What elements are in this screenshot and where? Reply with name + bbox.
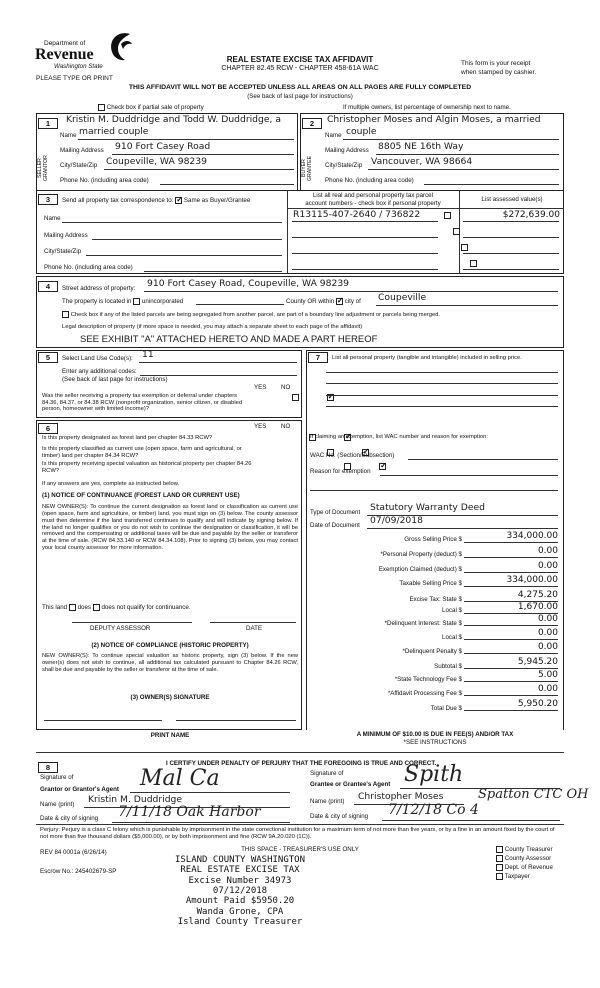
wac-label: WAC No. (Section/Subsection): [310, 452, 395, 459]
buyer-city[interactable]: Vancouver, WA 98664: [371, 156, 473, 167]
stamp-line-4: Amount Paid $5950.20: [185, 896, 295, 907]
grantor-signature[interactable]: Mal Ca: [140, 766, 220, 791]
grantor-date-label: Date & city of signing: [40, 815, 99, 822]
copy-row-3[interactable]: [496, 872, 553, 881]
segregated-checkbox[interactable]: [62, 311, 69, 318]
exemption-claim-label: If claiming an exemption, list WAC number and reason for exemption:: [310, 434, 488, 440]
washington-state-text: Washington State: [54, 63, 103, 70]
does-checkbox[interactable]: [69, 604, 76, 611]
form-revision: REV 84 0001a (6/26/14): [40, 849, 107, 856]
section6-no-header: NO: [281, 423, 291, 430]
dor-logo: [34, 28, 134, 78]
grantee-name-label: Name (print): [310, 798, 345, 805]
receipt-note-1: This form is your receipt: [461, 60, 531, 67]
seller-name-line1: Kristin M. Duddridge and Todd W. Duddridge, a: [66, 114, 281, 125]
city-of-checkbox[interactable]: [336, 298, 343, 305]
does-text: does: [77, 604, 91, 612]
parcel-2-personal-checkbox[interactable]: [453, 228, 460, 235]
reason-label: Reason for exemption: [310, 468, 371, 475]
same-as-buyer-checkbox[interactable]: [175, 197, 182, 204]
grantor-signature-of: Signature of: [40, 774, 74, 781]
copy-label-1: County Assessor: [504, 855, 552, 862]
located-in-text: The property is located in: [62, 298, 132, 306]
doc-type[interactable]: Statutory Warranty Deed: [370, 502, 485, 513]
notice2-body: NEW OWNER(S): To continue special valuation as historic property, sign (3) below. If the new owner(s) does not wish to continue, all additional tax calculated pursuant to Chapter 84.26 RCW, shall be due and payable by the seller or transferor at the time of sale.: [42, 653, 298, 673]
street-address[interactable]: 910 Fort Casey Road, Coupeville, WA 98239: [147, 278, 350, 289]
list-parcels-2: account numbers - check box if personal property: [305, 200, 441, 207]
forest-land-question: Is this property designated as forest land per chapter 84.33 RCW?: [42, 435, 213, 441]
parcel-number[interactable]: R13115-407-2640 / 736822: [293, 209, 421, 220]
grantor-name-label: Name (print): [40, 801, 75, 808]
stamp-line-6: Island County Treasurer: [177, 917, 303, 928]
if-yes-note: If any answers are yes, complete as instructed below.: [42, 481, 180, 487]
tax-city-label: City/State/Zip: [44, 248, 82, 255]
grantee-name[interactable]: Christopher Moses: [358, 791, 444, 802]
county-or-within-text: County OR within: [286, 298, 335, 306]
stamp-line-5: Wanda Grone, CPA: [196, 906, 284, 917]
parcel-4-personal-checkbox[interactable]: [470, 260, 477, 267]
current-use-question: Is this property classified as current use (open space, farm and agricultural, or timber) land per chapter 84.34 RCW?: [42, 446, 242, 459]
buyer-name-label: Name: [325, 132, 342, 139]
receipt-note-2: when stamped by cashier.: [461, 69, 537, 76]
tax-mailing-label: Mailing Address: [44, 232, 88, 239]
send-to-label: [62, 197, 250, 204]
copy-row-0[interactable]: [496, 845, 553, 854]
legal-description-label: Legal description of property (if more space is needed, you may attach a separate sheet to each page of the affidavit): [62, 324, 363, 330]
section5-no-header: NO: [281, 384, 291, 391]
total-value-1[interactable]: 0.00: [537, 546, 558, 556]
total-label-12: Total Due $: [430, 705, 462, 712]
doc-type-label: Type of Document: [310, 509, 361, 516]
legal-exhibit-text[interactable]: SEE EXHIBIT "A" ATTACHED HERETO AND MADE A PART HEREOF: [80, 334, 378, 345]
total-label-9: Subtotal $: [434, 663, 462, 670]
form-title: REAL ESTATE EXCISE TAX AFFIDAVIT: [226, 55, 374, 64]
section-6-number: 6: [38, 423, 58, 434]
qualify-row: [42, 604, 191, 611]
stamp-line-3: 07/12/2018: [212, 886, 268, 897]
total-label-0: Gross Selling Price $: [404, 536, 462, 543]
same-as-buyer-label: Same as Buyer/Grantee: [183, 197, 251, 205]
copy-row-1[interactable]: [496, 854, 553, 863]
total-value-12[interactable]: 5,950.20: [517, 699, 558, 709]
grantor-name[interactable]: Kristin M. Duddridge: [88, 794, 183, 805]
section-4-number: 4: [38, 281, 58, 292]
historic-question: Is this property receiving special valuation as historical property per chapter 84.26 RCW?: [42, 461, 252, 474]
grantor-agent-label: Grantor or Grantor's Agent: [40, 786, 119, 793]
total-label-5: Local $: [442, 607, 462, 614]
section-3-number: 3: [38, 194, 58, 205]
total-value-4[interactable]: 4,275.20: [517, 590, 558, 600]
property-city[interactable]: Coupeville: [378, 292, 427, 303]
seller-mailing[interactable]: 910 Fort Casey Road: [115, 141, 211, 152]
total-label-8: *Delinquent Penalty $: [402, 648, 462, 655]
total-value-5[interactable]: 1,670.00: [517, 602, 558, 612]
grantee-signature[interactable]: Spith: [404, 762, 464, 787]
stamp-line-0: ISLAND COUNTY WASHINGTON: [174, 855, 306, 865]
assessed-header: List assessed value(s): [481, 196, 543, 203]
grantee-date-label: Date & city of signing: [310, 813, 369, 820]
send-to-text: Send all property tax correspondence to:: [62, 197, 174, 205]
located-in-row: [62, 298, 183, 305]
deputy-assessor-label: DEPUTY ASSESSOR: [90, 625, 151, 632]
dor-swirl-icon: [106, 30, 136, 64]
segregated-row: [62, 311, 440, 319]
this-land-text: This land: [42, 604, 68, 612]
section5-yes-header: YES: [254, 384, 267, 391]
total-value-8[interactable]: 0.00: [537, 642, 558, 652]
section-7-number: 7: [308, 352, 328, 363]
section-1-number: 1: [38, 118, 58, 129]
total-label-3: Taxable Selling Price $: [399, 580, 462, 587]
copy-label-2: Dept. of Revenue: [504, 864, 553, 871]
perjury-text: Perjury: Perjury is a class C felony which is punishable by imprisonment in the state correctional institution for a maximum term of not more than five years, or by a fine in an amount fixed by the court of not more than five thousand dollars ($5,000.00), or by both imprisonment and fine (RCW 9A.20.020 (1C)).: [40, 827, 555, 841]
assessed-value[interactable]: $272,639.00: [502, 210, 560, 220]
list-parcels-1: List all real and personal property tax parcel: [312, 192, 434, 199]
treasurer-stamp: [130, 855, 350, 927]
copy-checkbox-3[interactable]: [496, 873, 503, 880]
total-label-6: *Delinquent Interest: State $: [384, 620, 462, 627]
buyer-city-label: City/State/Zip: [325, 162, 363, 169]
seller-city[interactable]: Coupeville, WA 98239: [106, 156, 207, 167]
notice2-title: (2) NOTICE OF COMPLIANCE (HISTORIC PROPERTY): [91, 642, 249, 649]
see-back-text: (See back of last page for instructions): [247, 93, 353, 100]
see-back-codes: (See back of last page for instructions): [62, 376, 168, 383]
see-instructions-note: *SEE INSTRUCTIONS: [403, 739, 467, 746]
total-label-1: *Personal Property (deduct) $: [380, 551, 462, 558]
grantee-date-city[interactable]: 7/12/18 Co 4: [388, 802, 479, 818]
copy-label-0: County Treasurer: [504, 846, 553, 853]
total-value-9[interactable]: 5,945.20: [517, 657, 558, 667]
total-value-7[interactable]: 0.00: [537, 628, 558, 638]
exemption-question: Was the seller receiving a property tax exemption or deferral under chapters 84.36, 84.37, or 84.38 RCW (nonprofit organization, senior citizen, or disabled person, homeowner with limited income)?: [42, 393, 243, 413]
multiple-owners-note: If multiple owners, list percentage of ownership next to name.: [343, 104, 511, 111]
does-not-text: does not qualify for continuance.: [101, 604, 191, 612]
additional-codes-label: Enter any additional codes:: [62, 368, 137, 375]
total-value-11[interactable]: 0.00: [537, 684, 558, 694]
warning-text: THIS AFFIDAVIT WILL NOT BE ACCEPTED UNLESS ALL AREAS ON ALL PAGES ARE FULLY COMPLETED: [128, 84, 472, 91]
section-8-number: 8: [38, 762, 58, 773]
land-use-code[interactable]: 11: [142, 349, 154, 360]
partial-sale-label: Check box if partial sale of property: [106, 104, 204, 112]
total-label-10: *State Technology Fee $: [394, 676, 462, 683]
section-2-number: 2: [302, 118, 322, 129]
buyer-name-line1: Christopher Moses and Algin Moses, a married: [327, 114, 541, 125]
total-label-7: Local $: [442, 634, 462, 641]
escrow-number: Escrow No.: 245402679-SP: [40, 868, 117, 875]
form-chapter: CHAPTER 82.45 RCW - CHAPTER 458-61A WAC: [221, 65, 379, 72]
notice1-body: NEW OWNER(S): To continue the current designation as forest land or classification as current use (open space, farm and agriculture, or timber) land, you must sign on (3) below. The county assessor must then determine if the land transferred continues to qualify and will indicate by signing below. If the land no longer qualifies or you do not wish to continue the designation or classification, it will be removed and the compensating or additional taxes will be due and payable by the seller or transferor at the time of sale. (RCW 84.33.140 or RCW 84.34.108). Prior to signing (3) below, you may contact your local county assessor for more information.: [42, 504, 298, 552]
stamp-line-2: Excise Number 34973: [188, 875, 292, 886]
please-type: PLEASE TYPE OR PRINT: [36, 75, 113, 82]
personal-property-label: List all personal property (tangible and intangible) included in selling price.: [332, 355, 522, 361]
grantee-city-note[interactable]: Spatton CTC OH: [478, 787, 589, 802]
seller-city-label: City/State/Zip: [60, 162, 98, 169]
revenue-text: Revenue: [35, 46, 94, 63]
treasurer-only-label: THIS SPACE - TREASURER'S USE ONLY: [241, 846, 359, 853]
copy-row-2[interactable]: [496, 863, 553, 872]
tax-phone-label: Phone No. (including area code): [44, 264, 133, 271]
total-value-3[interactable]: 334,000.00: [506, 575, 558, 585]
owners-signature-label: (3) OWNER(S) SIGNATURE: [130, 694, 210, 701]
total-label-2: Exemption Claimed (deduct) $: [378, 566, 462, 573]
doc-date[interactable]: 07/09/2018: [370, 515, 423, 526]
dept-of-text: Department of: [44, 40, 86, 47]
street-address-label: Street address of property:: [62, 285, 136, 292]
exemption-yes-checkbox[interactable]: [292, 394, 299, 401]
city-of-label: city of: [344, 298, 361, 306]
seller-name-line2[interactable]: married couple: [79, 126, 149, 137]
buyer-mailing[interactable]: 8805 NE 16th Way: [378, 141, 464, 152]
seller-phone-label: Phone No. (including area code): [60, 177, 149, 184]
total-value-2[interactable]: 0.00: [537, 561, 558, 571]
copy-label-3: Taxpayer: [504, 873, 530, 880]
buyer-mailing-label: Mailing Address: [325, 147, 369, 154]
unincorporated-checkbox[interactable]: [133, 298, 140, 305]
grantee-agent-label: Grantee or Grantee's Agent: [310, 781, 391, 788]
stamp-line-1: REAL ESTATE EXCISE TAX: [180, 865, 300, 876]
assessor-date-label: DATE: [246, 625, 263, 632]
buyer-name-line2[interactable]: couple: [346, 126, 377, 137]
seller-mailing-label: Mailing Address: [60, 147, 104, 154]
partial-sale-checkbox[interactable]: [98, 104, 105, 111]
certify-text: I CERTIFY UNDER PENALTY OF PERJURY THAT THE FOREGOING IS TRUE AND CORRECT.: [166, 760, 437, 767]
buyer-phone-label: Phone No. (including area code): [325, 177, 414, 184]
unincorporated-label: unincorporated: [141, 298, 184, 306]
buyer-side-label: BUYER GRANTEE: [301, 155, 313, 181]
tax-name-label: Name: [44, 215, 61, 222]
copy-checkbox-2[interactable]: [496, 864, 503, 871]
print-name-label: PRINT NAME: [150, 732, 190, 739]
grantor-date-city[interactable]: 7/11/18 Oak Harbor: [118, 804, 261, 820]
total-value-6[interactable]: 0.00: [537, 614, 558, 624]
total-label-11: *Affidavit Processing Fee $: [387, 690, 462, 697]
section-5-number: 5: [38, 352, 58, 363]
does-not-checkbox[interactable]: [93, 604, 100, 611]
notice1-title: (1) NOTICE OF CONTINUANCE (FOREST LAND OR CURRENT USE): [42, 492, 240, 499]
total-label-4: Excise Tax: State $: [409, 596, 462, 603]
copy-checkbox-0[interactable]: [496, 846, 503, 853]
segregated-text: Check box if any of the listed parcels are being segregated from another parcel, are part of a boundary line adjustment or parcels being merged.: [70, 312, 441, 319]
partial-sale-checkbox-row[interactable]: [98, 104, 204, 111]
section6-yes-header: YES: [254, 423, 267, 430]
grantee-signature-of: Signature of: [310, 770, 344, 777]
copy-checkbox-1[interactable]: [496, 855, 503, 862]
land-use-label: Select Land Use Code(s):: [62, 355, 133, 362]
copy-distribution: [496, 845, 553, 881]
minimum-due-note: A MINIMUM OF $10.00 IS DUE IN FEE(S) AND/OR TAX: [356, 731, 514, 738]
county-or-within-row: [286, 298, 361, 305]
parcel-3-personal-checkbox[interactable]: [461, 244, 468, 251]
parcel-1-personal-checkbox[interactable]: [444, 212, 451, 219]
seller-side-label: SELLER GRANTOR: [37, 155, 49, 181]
total-value-10[interactable]: 5.00: [537, 670, 558, 680]
total-value-0[interactable]: 334,000.00: [506, 531, 558, 541]
doc-date-label: Date of Document: [310, 522, 360, 529]
seller-name-label: Name: [60, 132, 77, 139]
